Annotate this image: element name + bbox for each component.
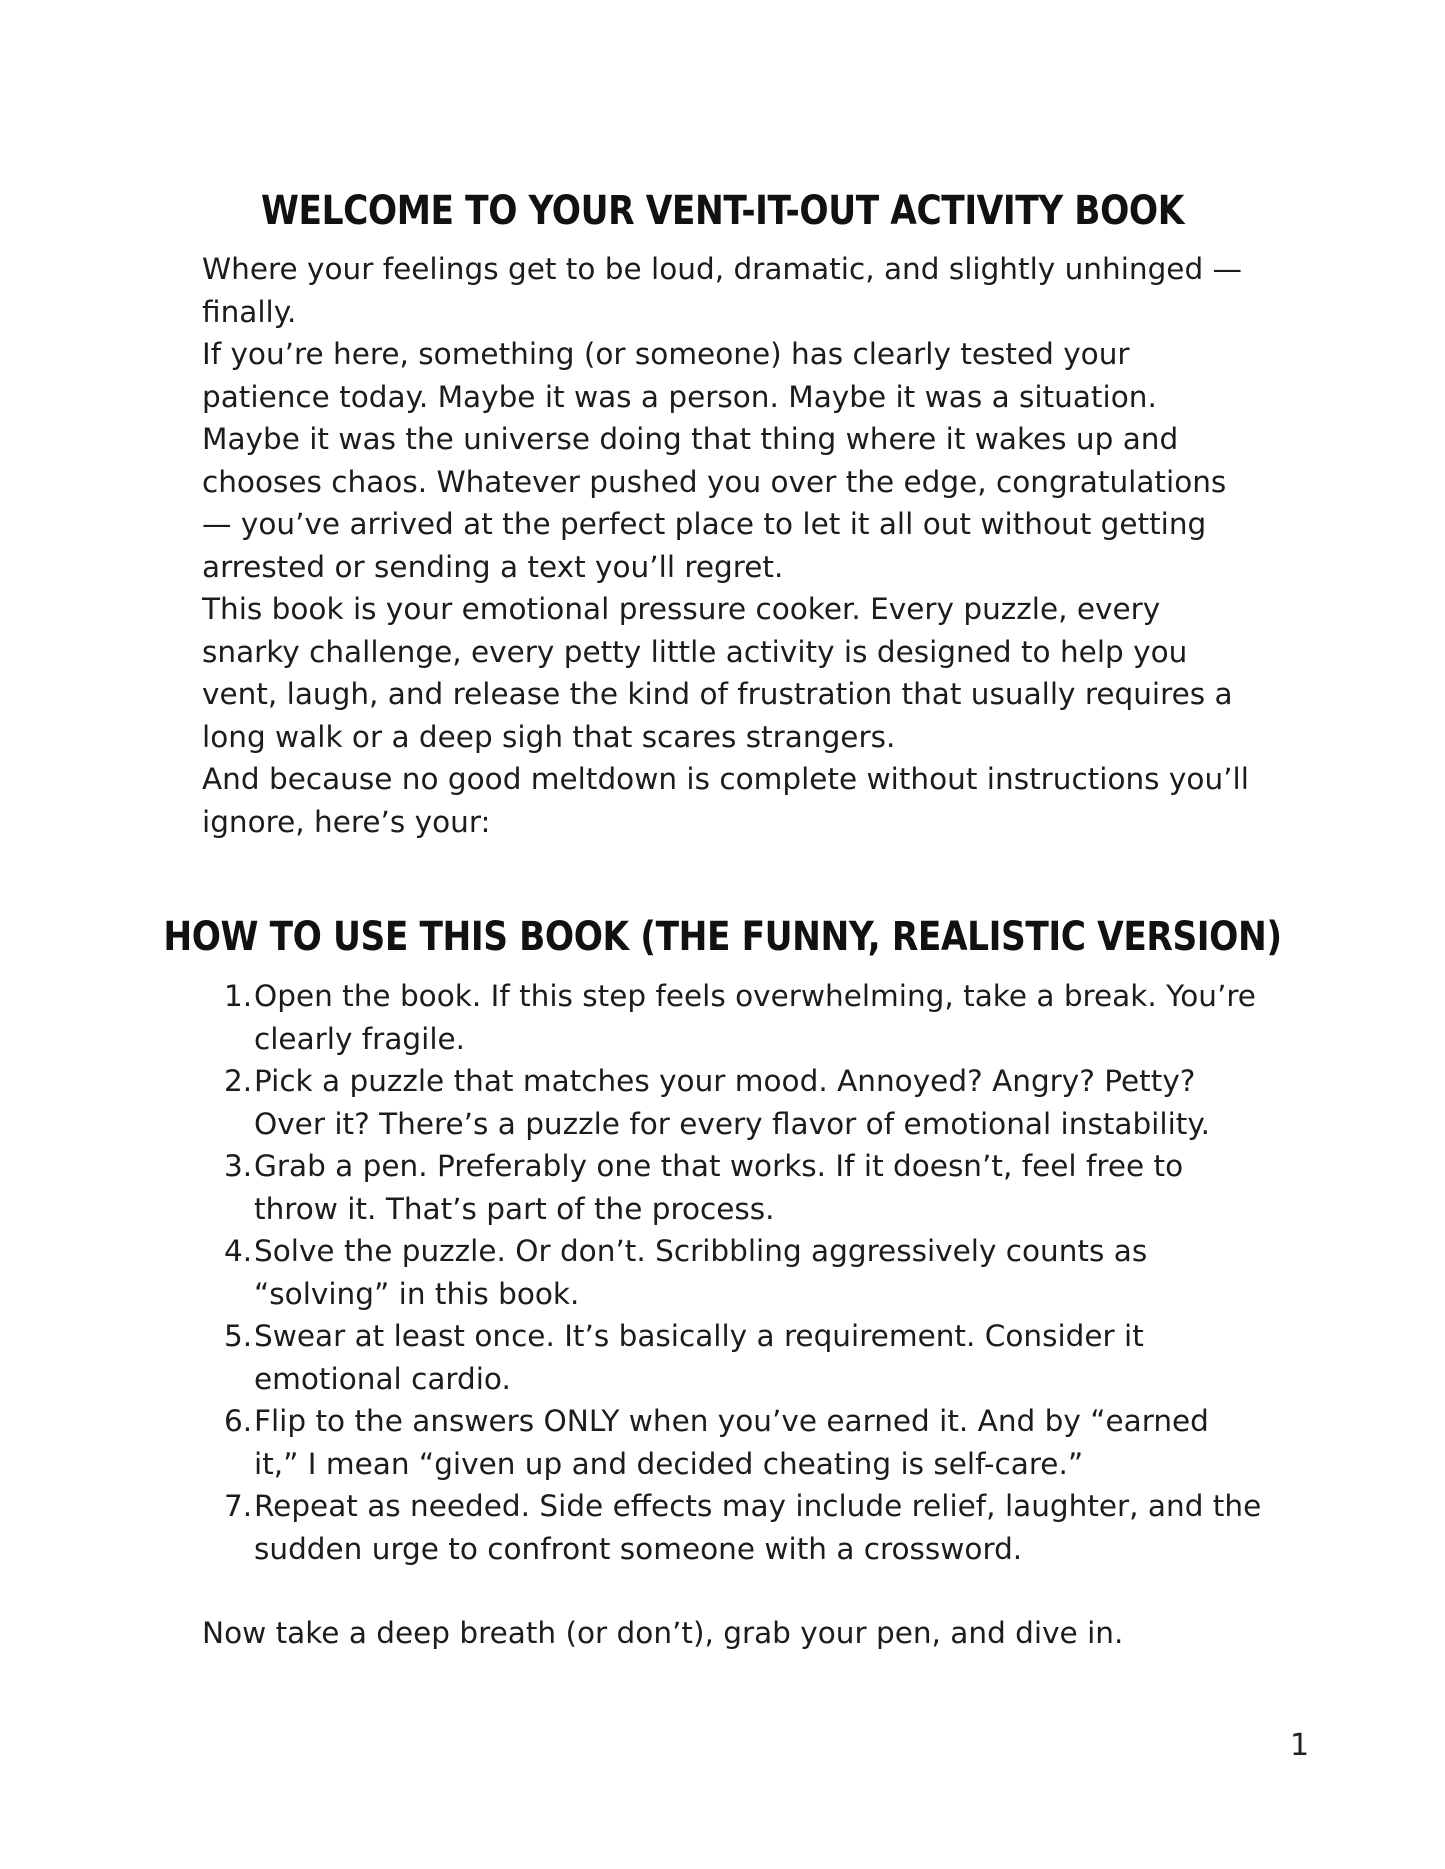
step-number: 5. (224, 1319, 253, 1353)
step-text: Swear at least once. It’s basically a requirement. Consider it emotional cardio. (254, 1319, 1144, 1396)
step-item (202, 1060, 1262, 1145)
step-number: 7. (224, 1489, 253, 1523)
welcome-heading: WELCOME TO YOUR VENT-IT-OUT ACTIVITY BOOK (261, 188, 1184, 234)
step-item (202, 1485, 1262, 1570)
step-item (202, 1315, 1262, 1400)
step-item (202, 1400, 1262, 1485)
step-item (202, 1145, 1262, 1230)
intro-paragraph-1: Where your feelings get to be loud, dramatic, and slightly unhinged — finally. (202, 252, 1243, 329)
step-number: 2. (224, 1064, 253, 1098)
intro-text (202, 248, 1262, 843)
step-text: Flip to the answers ONLY when you’ve earned it. And by “earned it,” I mean “given up and decided cheating is self-care.” (254, 1404, 1209, 1481)
howto-heading: HOW TO USE THIS BOOK (THE FUNNY, REALISTIC VERSION) (163, 914, 1282, 960)
intro-paragraph-2: If you’re here, something (or someone) has clearly tested your patience today. Maybe it was a person. Maybe it was a situation. Maybe it was the universe doing that thing where it wakes up and chooses chaos. Whatever pushed you over the edge, congratulations — you’ve arrived at the perfect place to let it all out without getting arrested or sending a text you’ll regret. (202, 337, 1227, 584)
intro-paragraph-3: This book is your emotional pressure cooker. Every puzzle, every snarky challenge, every petty little activity is designed to help you vent, laugh, and release the kind of frustration that usually requires a long walk or a deep sigh that scares strangers. (202, 592, 1233, 754)
step-text: Repeat as needed. Side effects may include relief, laughter, and the sudden urge to confront someone with a crossword. (254, 1489, 1262, 1566)
step-item (202, 975, 1262, 1060)
step-number: 4. (224, 1234, 253, 1268)
steps-list (202, 975, 1262, 1570)
closing-line: Now take a deep breath (or don’t), grab your pen, and dive in. (202, 1616, 1124, 1650)
page-number: 1 (1290, 1728, 1310, 1763)
step-number: 6. (224, 1404, 253, 1438)
step-text: Pick a puzzle that matches your mood. Annoyed? Angry? Petty? Over it? There’s a puzzle for every flavor of emotional instability. (254, 1064, 1210, 1141)
step-item (202, 1230, 1262, 1315)
intro-paragraph-4: And because no good meltdown is complete without instructions you’ll ignore, here’s your: (202, 762, 1249, 839)
step-number: 3. (224, 1149, 253, 1183)
step-text: Grab a pen. Preferably one that works. If it doesn’t, feel free to throw it. That’s part of the process. (254, 1149, 1184, 1226)
step-text: Solve the puzzle. Or don’t. Scribbling aggressively counts as “solving” in this book. (254, 1234, 1148, 1311)
step-text: Open the book. If this step feels overwhelming, take a break. You’re clearly fragile. (254, 979, 1256, 1056)
step-number: 1. (224, 979, 253, 1013)
